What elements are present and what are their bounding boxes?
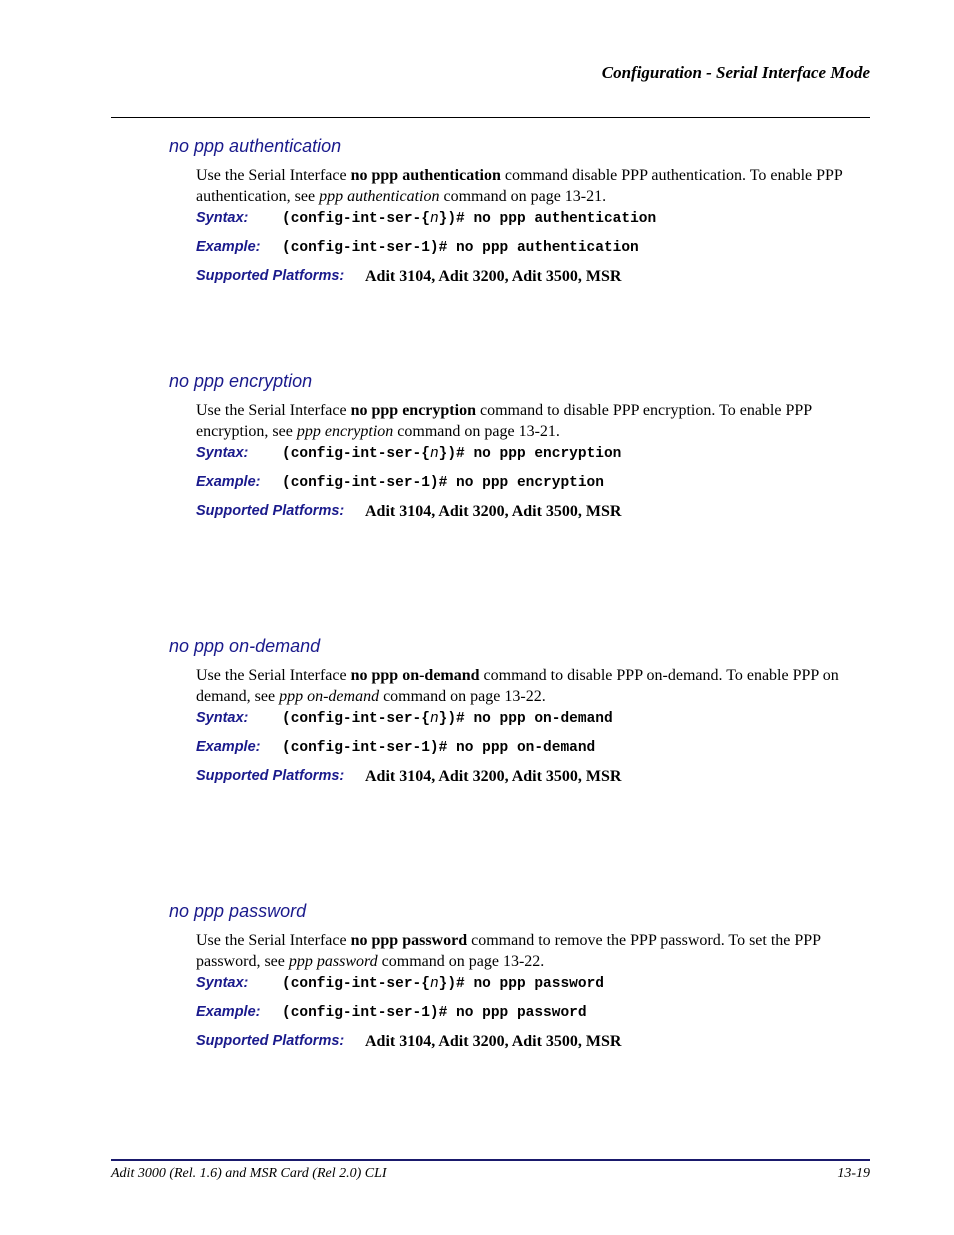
cross-reference: ppp authentication bbox=[319, 188, 440, 205]
syntax-code: (config-int-ser-{n})# no ppp authentication bbox=[282, 211, 657, 227]
example-label: Example: bbox=[196, 474, 261, 490]
section-heading: no ppp on-demand bbox=[169, 636, 321, 656]
platforms-label: Supported Platforms: bbox=[196, 503, 345, 519]
cross-reference: ppp on-demand bbox=[279, 688, 380, 705]
syntax-code: (config-int-ser-{n})# no ppp password bbox=[282, 976, 604, 992]
platforms-label: Supported Platforms: bbox=[196, 768, 345, 784]
command-name: no ppp authentication bbox=[350, 167, 501, 184]
footer-divider bbox=[111, 1159, 870, 1161]
platforms-value: Adit 3104, Adit 3200, Adit 3500, MSR bbox=[365, 503, 622, 520]
section-description: Use the Serial Interface no ppp password command to remove the PPP password. To set the PPP password, see ppp password command on page 13-22. bbox=[196, 932, 821, 970]
page-number: 13-19 bbox=[837, 1166, 870, 1181]
platforms-value: Adit 3104, Adit 3200, Adit 3500, MSR bbox=[365, 268, 622, 285]
command-name: no ppp password bbox=[350, 932, 468, 949]
platforms-label: Supported Platforms: bbox=[196, 1033, 345, 1049]
cross-reference: ppp password bbox=[288, 953, 378, 970]
example-code: (config-int-ser-1)# no ppp on-demand bbox=[282, 740, 596, 756]
running-header: Configuration - Serial Interface Mode bbox=[601, 63, 870, 82]
example-label: Example: bbox=[196, 1004, 261, 1020]
syntax-label: Syntax: bbox=[196, 710, 249, 726]
command-name: no ppp encryption bbox=[350, 402, 476, 419]
example-label: Example: bbox=[196, 239, 261, 255]
section-description: Use the Serial Interface no ppp authentication command disable PPP authentication. To enable PPP authentication, see ppp authentication command on page 13-21. bbox=[196, 167, 843, 205]
example-label: Example: bbox=[196, 739, 261, 755]
syntax-label: Syntax: bbox=[196, 210, 249, 226]
header-divider bbox=[111, 117, 870, 118]
section-heading: no ppp password bbox=[169, 901, 307, 921]
syntax-code: (config-int-ser-{n})# no ppp on-demand bbox=[282, 711, 613, 727]
example-code: (config-int-ser-1)# no ppp password bbox=[282, 1005, 587, 1021]
footer-doc-title: Adit 3000 (Rel. 1.6) and MSR Card (Rel 2.0) CLI bbox=[111, 1166, 387, 1181]
example-code: (config-int-ser-1)# no ppp encryption bbox=[282, 475, 604, 491]
command-name: no ppp on-demand bbox=[350, 667, 480, 684]
section-heading: no ppp encryption bbox=[169, 371, 313, 391]
platforms-value: Adit 3104, Adit 3200, Adit 3500, MSR bbox=[365, 768, 622, 785]
platforms-value: Adit 3104, Adit 3200, Adit 3500, MSR bbox=[365, 1033, 622, 1050]
syntax-code: (config-int-ser-{n})# no ppp encryption bbox=[282, 446, 622, 462]
cross-reference: ppp encryption bbox=[296, 423, 394, 440]
section-description: Use the Serial Interface no ppp on-demand command to disable PPP on-demand. To enable PPP on demand, see ppp on-demand command on page 13-22. bbox=[196, 667, 839, 705]
section-description: Use the Serial Interface no ppp encryption command to disable PPP encryption. To enable PPP encryption, see ppp encryption command on page 13-21. bbox=[196, 402, 812, 440]
section-heading: no ppp authentication bbox=[169, 136, 342, 156]
platforms-label: Supported Platforms: bbox=[196, 268, 345, 284]
example-code: (config-int-ser-1)# no ppp authentication bbox=[282, 240, 639, 256]
syntax-label: Syntax: bbox=[196, 445, 249, 461]
syntax-label: Syntax: bbox=[196, 975, 249, 991]
